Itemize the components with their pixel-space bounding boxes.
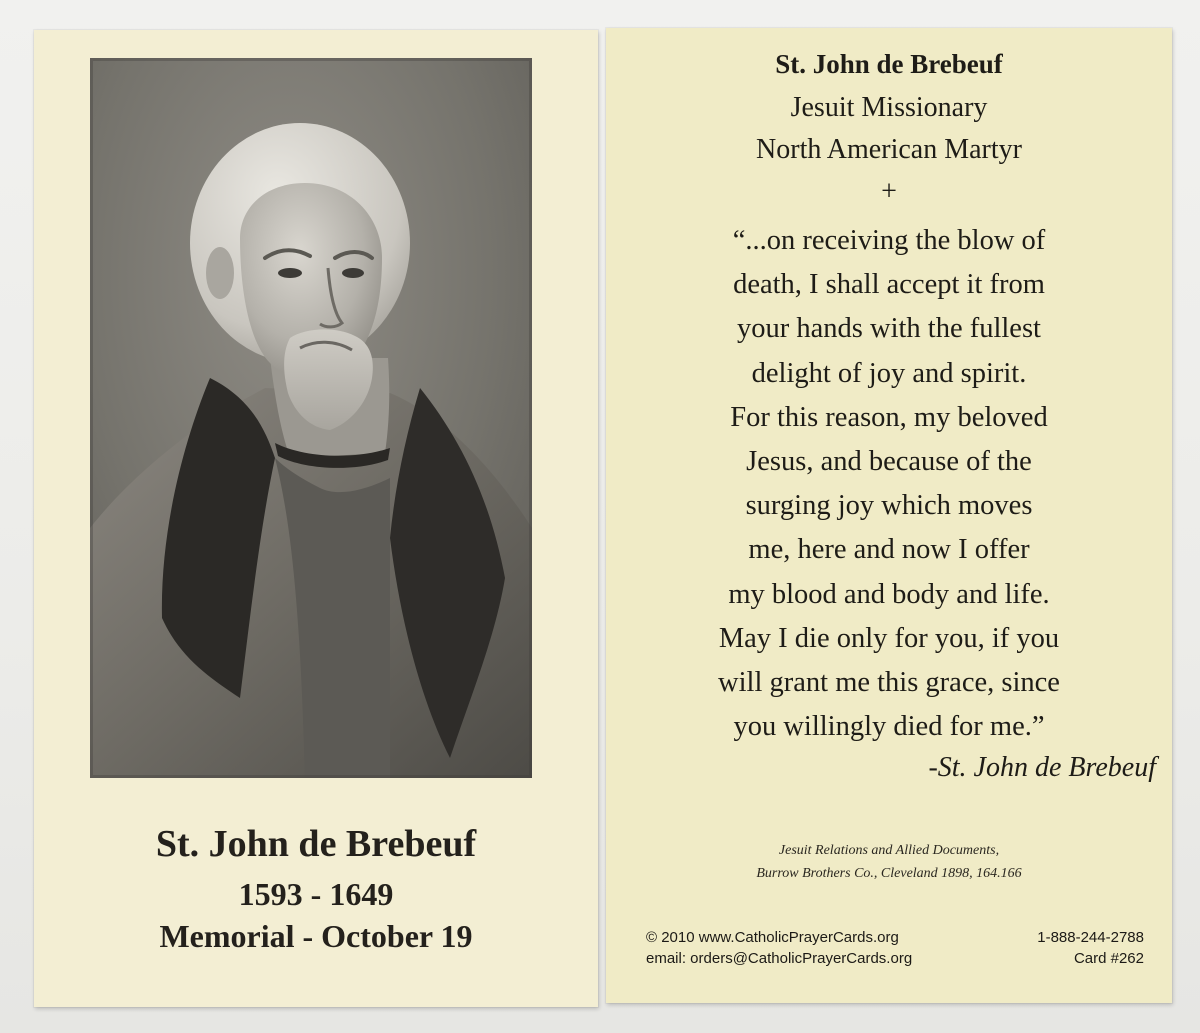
quote-line: my blood and body and life. <box>728 578 1050 610</box>
phone-number: 1-888-244-2788 <box>1037 929 1144 946</box>
back-prayer-card <box>606 28 1172 1003</box>
quote-block <box>606 219 1172 749</box>
portrait-drawing <box>90 58 532 778</box>
quote-line: you willingly died for me.” <box>733 711 1045 743</box>
subtitle-line: North American Martyr <box>756 134 1022 165</box>
quote-attribution: -St. John de Brebeuf <box>928 752 1156 783</box>
quote-line: For this reason, my beloved <box>730 401 1048 433</box>
quote-line: May I die only for you, if you <box>718 622 1060 654</box>
copyright-website: © 2010 www.CatholicPrayerCards.org <box>646 929 899 946</box>
source-citation-line: Burrow Brothers Co., Cleveland 1898, 164.166 <box>756 866 1022 881</box>
quote-line: surging joy which moves <box>745 490 1033 522</box>
quote-line: delight of joy and spirit. <box>751 357 1027 389</box>
front-prayer-card <box>34 30 598 1007</box>
memorial-date: Memorial - October 19 <box>159 918 473 954</box>
quote-line: Jesus, and because of the <box>746 446 1032 478</box>
back-title: St. John de Brebeuf <box>775 49 1003 79</box>
quote-line: me, here and now I offer <box>748 534 1030 566</box>
quote-line: “...on receiving the blow of <box>732 225 1046 256</box>
saint-portrait-image <box>90 58 532 778</box>
quote-line: your hands with the fullest <box>737 313 1041 345</box>
quote-line: death, I shall accept it from <box>733 269 1045 301</box>
source-citation-line: Jesuit Relations and Allied Documents, <box>778 843 1000 858</box>
card-number: Card #262 <box>1073 950 1144 967</box>
contact-email: email: orders@CatholicPrayerCards.org <box>646 950 913 967</box>
cross-symbol: + <box>881 176 897 207</box>
quote-line: will grant me this grace, since <box>718 667 1060 699</box>
saint-name-caption: St. John de Brebeuf <box>155 823 477 865</box>
saint-lifespan: 1593 - 1649 <box>238 876 394 912</box>
subtitle-line: Jesuit Missionary <box>790 92 988 123</box>
